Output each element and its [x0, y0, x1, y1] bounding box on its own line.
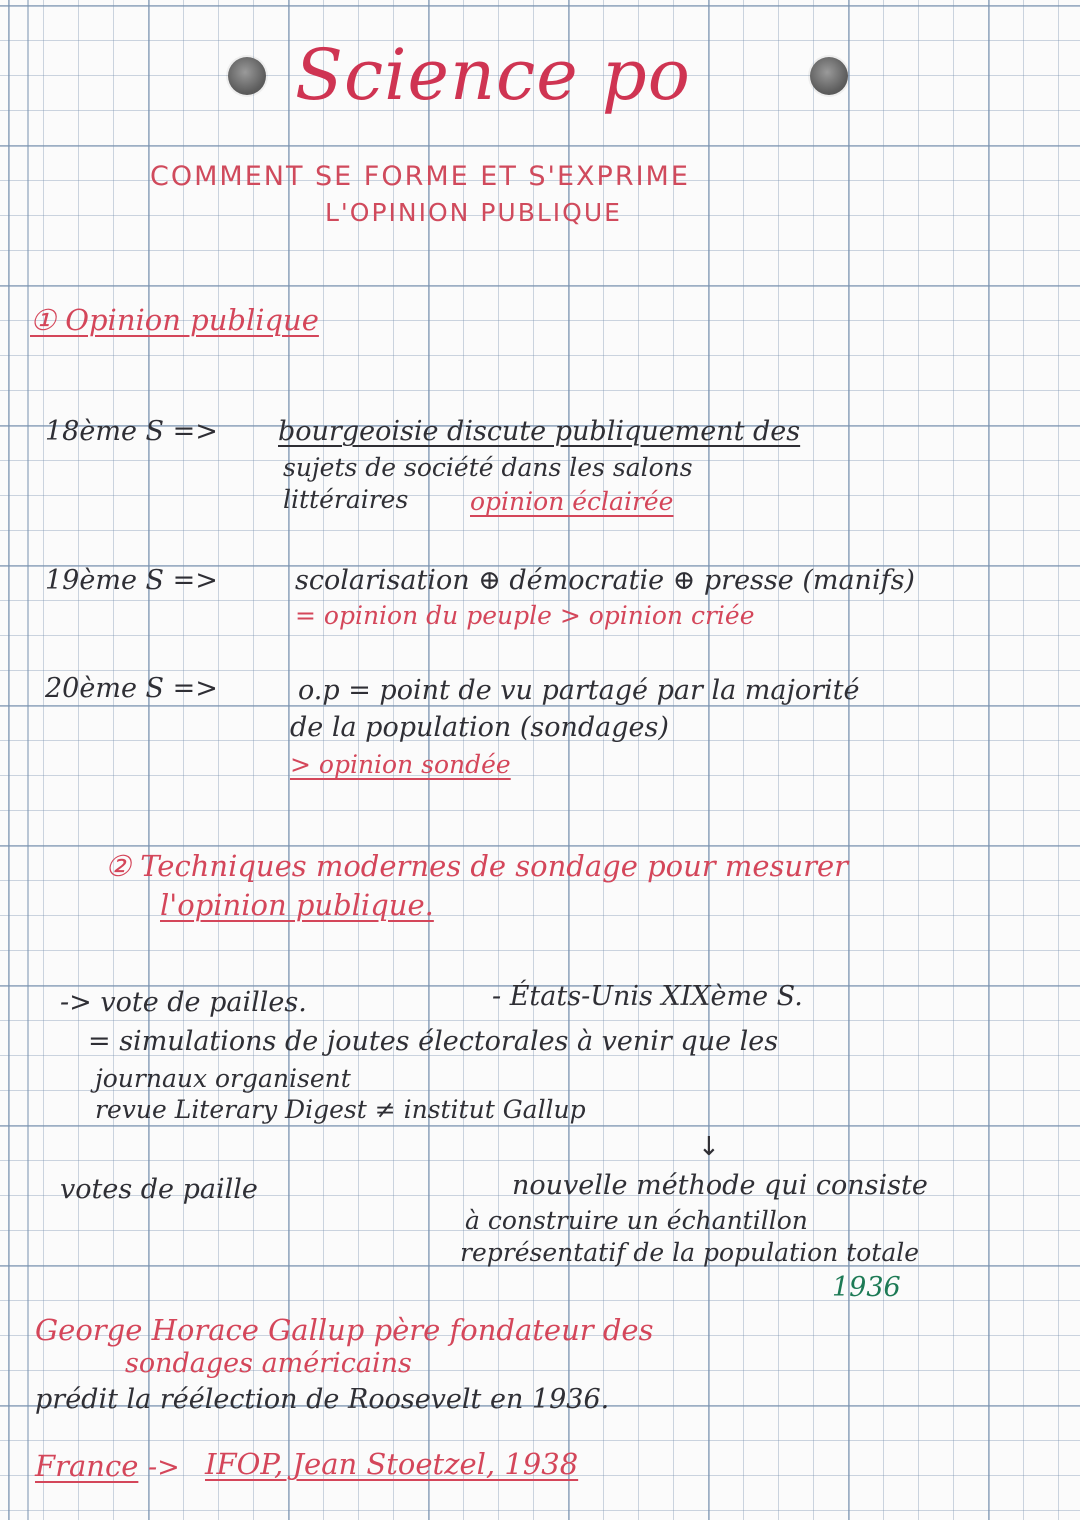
- method-line-2: à construire un échantillon: [465, 1206, 808, 1235]
- straw-vote-origin: - États-Unis XIXème S.: [492, 981, 803, 1012]
- entry-20-line-1: o.p = point de vu partagé par la majorité: [298, 675, 860, 706]
- straw-vote-line-1: = simulations de joutes électorales à venir que les: [88, 1026, 779, 1057]
- straw-vote-left-label: votes de paille: [60, 1174, 258, 1205]
- method-line-1: nouvelle méthode qui consiste: [512, 1170, 928, 1201]
- entry-18-line-3: littéraires: [283, 485, 409, 514]
- section-2-heading-line-2: l'opinion publique.: [160, 888, 434, 922]
- method-line-3: représentatif de la population totale: [460, 1238, 920, 1267]
- france-text: IFOP, Jean Stoetzel, 1938: [205, 1447, 579, 1481]
- arrow-down-icon: ↓: [698, 1132, 720, 1162]
- binder-hole-right: [810, 57, 848, 95]
- margin-line: [27, 0, 29, 1520]
- page-title: Science po: [295, 34, 691, 116]
- gallup-line-2: sondages américains: [125, 1348, 412, 1379]
- entry-18-century: 18ème S =>: [45, 416, 218, 447]
- entry-20-line-2: de la population (sondages): [290, 712, 669, 743]
- subtitle-line-1: COMMENT SE FORME ET S'EXPRIME: [150, 161, 690, 192]
- france-arrow: ->: [148, 1452, 180, 1483]
- entry-20-note: > opinion sondée: [290, 750, 511, 779]
- entry-20-century: 20ème S =>: [45, 673, 218, 704]
- section-2-heading-line-1: ② Techniques modernes de sondage pour mesurer: [105, 849, 848, 883]
- gallup-line-1: George Horace Gallup père fondateur des: [35, 1313, 654, 1347]
- gallup-line-3: prédit la réélection de Roosevelt en 1936.: [35, 1384, 610, 1415]
- entry-18-note: opinion éclairée: [470, 487, 674, 516]
- straw-vote-revue: revue Literary Digest ≠ institut Gallup: [95, 1095, 586, 1124]
- straw-vote-intro: -> vote de pailles.: [60, 987, 307, 1018]
- entry-19-note: = opinion du peuple > opinion criée: [295, 601, 755, 630]
- subtitle-line-2: L'OPINION PUBLIQUE: [325, 198, 622, 227]
- entry-19-century: 19ème S =>: [45, 565, 218, 596]
- section-1-heading: ① Opinion publique: [30, 303, 319, 337]
- france-label: France: [35, 1449, 139, 1483]
- straw-vote-line-2: journaux organisent: [95, 1064, 351, 1093]
- entry-18-line-2: sujets de société dans les salons: [283, 453, 693, 482]
- binder-hole-left: [228, 57, 266, 95]
- method-year: 1936: [832, 1272, 901, 1303]
- entry-19-line-1: scolarisation ⊕ démocratie ⊕ presse (manifs): [295, 565, 915, 596]
- entry-18-line-1: bourgeoisie discute publiquement des: [278, 416, 801, 447]
